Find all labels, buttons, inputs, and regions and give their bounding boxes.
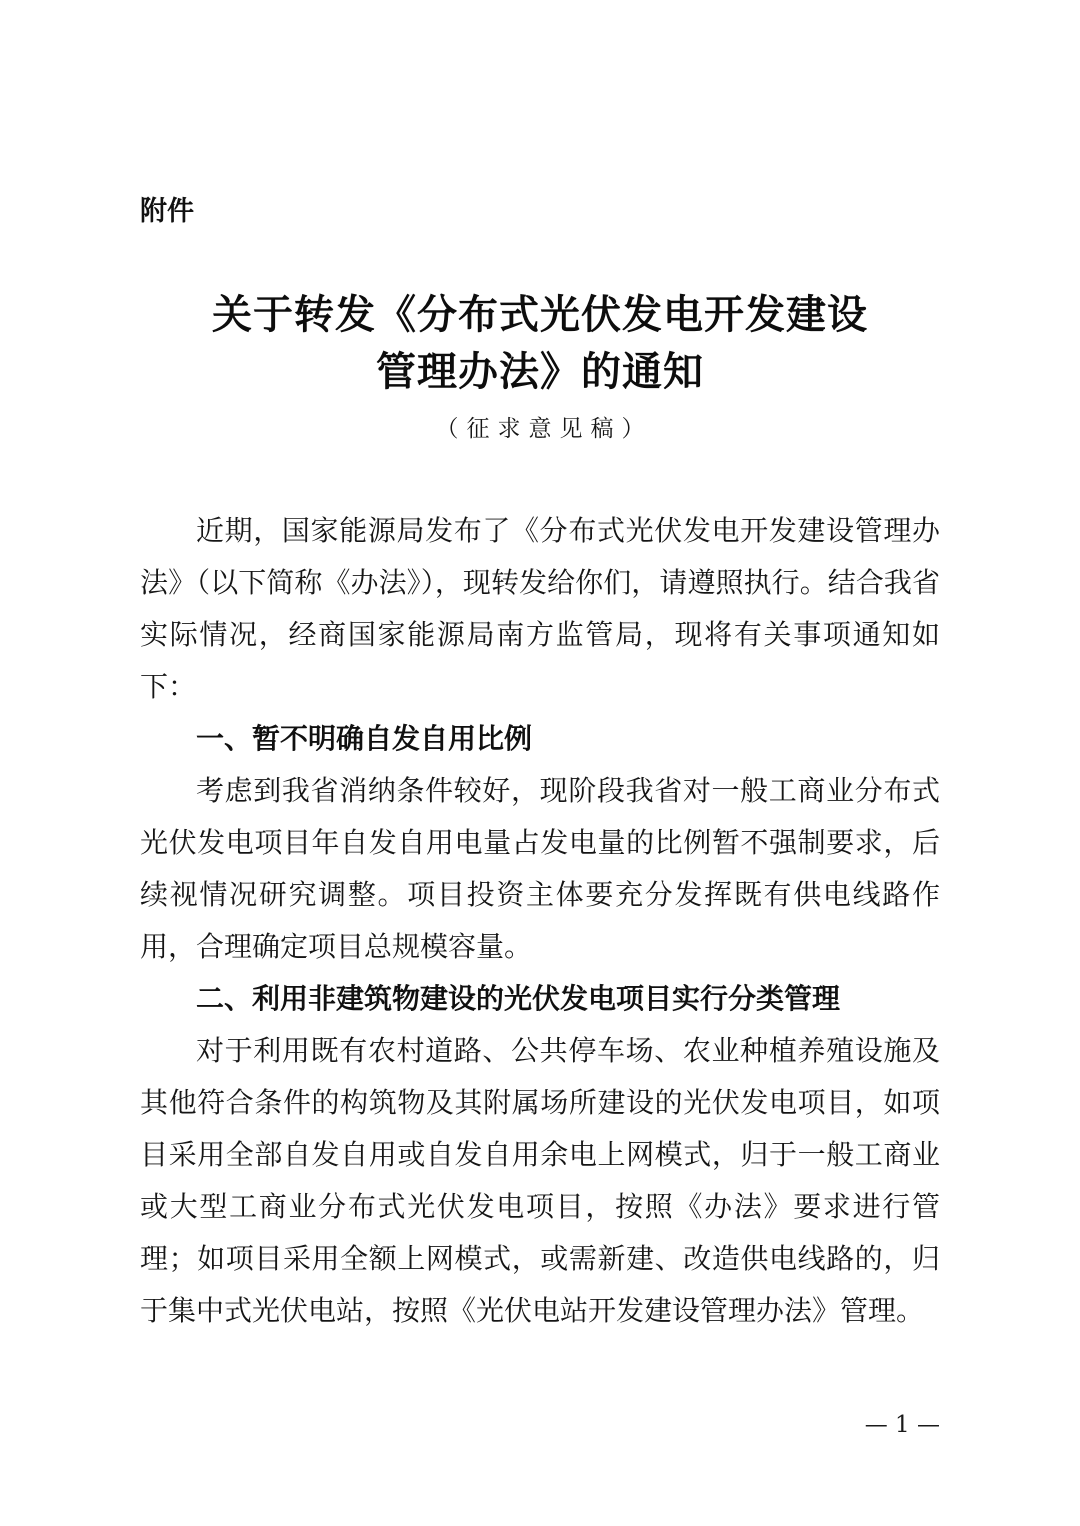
section-1-body: 考虑到我省消纳条件较好，现阶段我省对一般工商业分布式光伏发电项目年自发自用电量占发电量的比例暂不强制要求，后续视情况研究调整。项目投资主体要充分发挥既有供电线路作用，合理确定项目总规模容量。 [140, 774, 940, 963]
document-title-line-1: 关于转发《分布式光伏发电开发建设 [212, 291, 868, 338]
section-2-body: 对于利用既有农村道路、公共停车场、农业种植养殖设施及其他符合条件的构筑物及其附属场所建设的光伏发电项目，如项目采用全部自发自用或自发自用余电上网模式，归于一般工商业或大型工商业分布式光伏发电项目，按照《办法》要求进行管理；如项目采用全额上网模式，或需新建、改造供电线路的，归于集中式光伏电站，按照《光伏电站开发建设管理办法》管理。 [140, 1034, 940, 1327]
attachment-label: 附件 [140, 196, 194, 226]
document-title-line-2: 管理办法》的通知 [376, 348, 704, 395]
section-2-heading: 二、利用非建筑物建设的光伏发电项目实行分类管理 [196, 983, 841, 1014]
document-subtitle: （征求意见稿） [435, 416, 653, 442]
intro-paragraph: 近期，国家能源局发布了《分布式光伏发电开发建设管理办法》（以下简称《办法》），现转发给你们，请遵照执行。结合我省实际情况，经商国家能源局南方监管局，现将有关事项通知如下： [140, 514, 940, 703]
section-1-heading: 一、暂不明确自发自用比例 [196, 723, 533, 754]
document-title [140, 286, 940, 400]
page-number: — 1 — [864, 1412, 940, 1438]
